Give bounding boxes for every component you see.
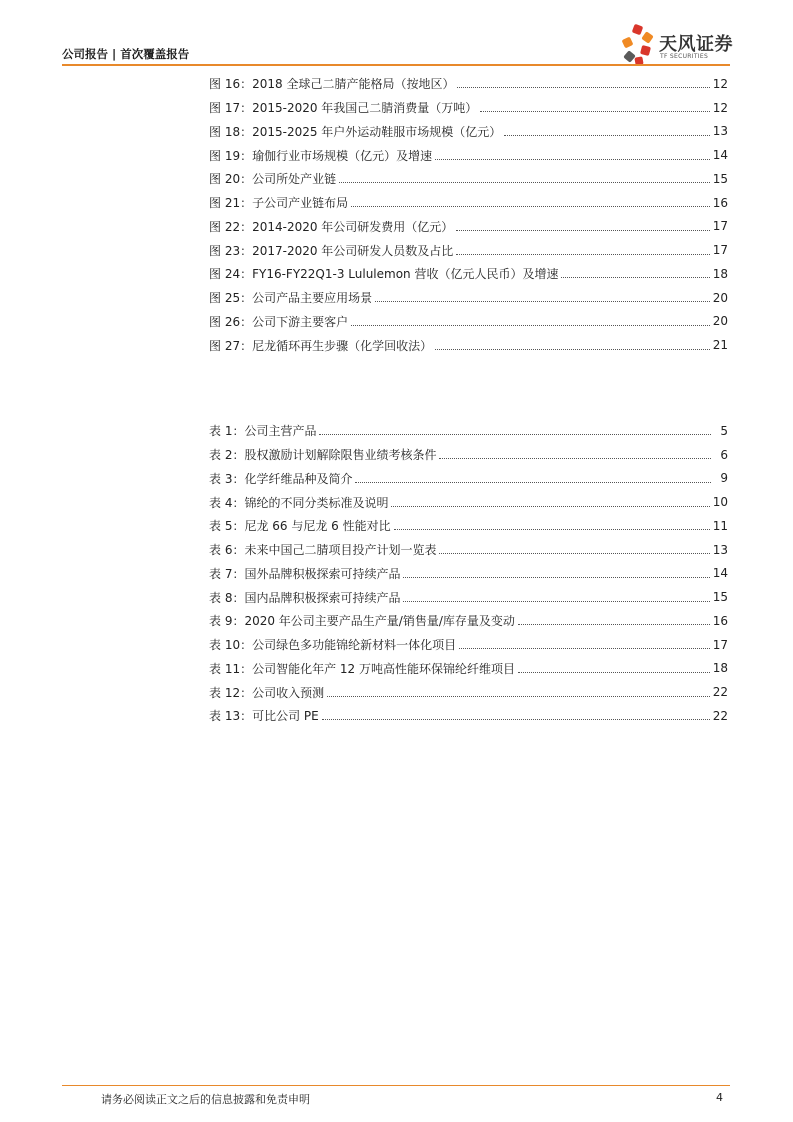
figure-list (209, 72, 728, 357)
toc-entry-figure[interactable] (209, 143, 728, 167)
dot-leader (518, 624, 710, 625)
toc-entry-page: 13 (712, 542, 728, 557)
dot-leader (319, 434, 711, 435)
dot-leader (439, 458, 711, 459)
logo-chinese-name: 天风证券 (659, 34, 733, 55)
dot-leader (322, 719, 710, 720)
toc-entry-title: 表 3：化学纤维品种及简介 (209, 471, 353, 486)
toc-entry-page: 14 (712, 566, 728, 581)
dot-leader (339, 182, 710, 183)
toc-entry-title: 图 26：公司下游主要客户 (209, 314, 349, 329)
toc-entry-page: 18 (712, 661, 728, 676)
toc-entry-table[interactable] (209, 585, 728, 609)
toc-entry-page: 17 (712, 637, 728, 652)
logo-english-name: TF SECURITIES (660, 53, 709, 60)
toc-entry-title: 表 1：公司主营产品 (209, 424, 317, 439)
toc-entry-page: 11 (712, 518, 728, 533)
toc-entry-page: 6 (720, 447, 728, 462)
toc-entry-page: 17 (712, 243, 728, 258)
toc-entry-title: 表 4：锦纶的不同分类标准及说明 (209, 495, 389, 510)
dot-leader (459, 648, 710, 649)
toc-entry-figure[interactable] (209, 286, 728, 310)
toc-entry-table[interactable] (209, 704, 728, 728)
toc-entry-figure[interactable] (209, 72, 728, 96)
toc-entry-title: 表 6：未来中国己二腈项目投产计划一览表 (209, 543, 437, 558)
dot-leader (351, 206, 710, 207)
toc-entry-page: 10 (712, 495, 728, 510)
toc-entry-figure[interactable] (209, 262, 728, 286)
dot-leader (456, 230, 709, 231)
dot-leader (394, 529, 710, 530)
header-divider (62, 64, 730, 66)
toc-entry-figure[interactable] (209, 310, 728, 334)
dot-leader (351, 325, 710, 326)
toc-entry-table[interactable] (209, 680, 728, 704)
toc-entry-page: 12 (712, 100, 728, 115)
toc-entry-table[interactable] (209, 609, 728, 633)
dot-leader (439, 553, 709, 554)
dot-leader (456, 254, 709, 255)
toc-entry-table[interactable] (209, 538, 728, 562)
toc-entry-page: 12 (712, 76, 728, 91)
toc-entry-title: 表 10：公司绿色多功能锦纶新材料一体化项目 (209, 638, 457, 653)
toc-entry-title: 图 19：瑜伽行业市场规模（亿元）及增速 (209, 148, 433, 163)
dot-leader (327, 696, 710, 697)
toc-entry-page: 9 (720, 471, 728, 486)
dot-leader (518, 672, 710, 673)
toc-entry-page: 18 (712, 266, 728, 281)
page-number: 4 (716, 1091, 723, 1104)
toc-entry-title: 图 17：2015-2020 年我国己二腈消费量（万吨） (209, 101, 478, 116)
report-type-title: 公司报告 | 首次覆盖报告 (62, 47, 190, 61)
toc-entry-page: 20 (712, 314, 728, 329)
toc-entry-title: 表 2：股权激励计划解除限售业绩考核条件 (209, 448, 437, 463)
dot-leader (435, 159, 710, 160)
toc-entry-page: 16 (712, 613, 728, 628)
footer-divider (62, 1085, 730, 1086)
toc-entry-figure[interactable] (209, 333, 728, 357)
toc-entry-title: 表 7：国外品牌积极探索可持续产品 (209, 566, 401, 581)
toc-entry-table[interactable] (209, 657, 728, 681)
dot-leader (391, 506, 709, 507)
dot-leader (457, 87, 709, 88)
dot-leader (375, 301, 710, 302)
toc-entry-table[interactable] (209, 562, 728, 586)
toc-entry-title: 图 18：2015-2025 年户外运动鞋服市场规模（亿元） (209, 124, 502, 139)
table-list (209, 419, 728, 728)
toc-entry-title: 图 22：2014-2020 年公司研发费用（亿元） (209, 219, 454, 234)
toc-entry-figure[interactable] (209, 167, 728, 191)
toc-entry-page: 15 (712, 171, 728, 186)
toc-entry-page: 5 (720, 423, 728, 438)
toc-entry-title: 图 21：子公司产业链布局 (209, 196, 349, 211)
dot-leader (355, 482, 711, 483)
toc-entry-page: 20 (712, 290, 728, 305)
toc-entry-figure[interactable] (209, 191, 728, 215)
toc-entry-table[interactable] (209, 419, 728, 443)
toc-entry-page: 17 (712, 219, 728, 234)
toc-entry-table[interactable] (209, 490, 728, 514)
toc-entry-page: 22 (712, 685, 728, 700)
toc-entry-title: 图 25：公司产品主要应用场景 (209, 291, 373, 306)
footer-disclaimer: 请务必阅读正文之后的信息披露和免责申明 (101, 1093, 310, 1106)
toc-entry-title: 图 16：2018 全球己二腈产能格局（按地区） (209, 77, 455, 92)
toc-entry-table[interactable] (209, 467, 728, 491)
dot-leader (561, 277, 709, 278)
toc-entry-page: 22 (712, 708, 728, 723)
toc-entry-page: 16 (712, 195, 728, 210)
toc-entry-figure[interactable] (209, 120, 728, 144)
toc-entry-figure[interactable] (209, 215, 728, 239)
toc-entry-table[interactable] (209, 514, 728, 538)
toc-entry-figure[interactable] (209, 96, 728, 120)
toc-entry-page: 15 (712, 590, 728, 605)
dot-leader (504, 135, 709, 136)
toc-entry-page: 21 (712, 338, 728, 353)
toc-entry-page: 13 (712, 124, 728, 139)
toc-entry-page: 14 (712, 148, 728, 163)
toc-entry-title: 图 23：2017-2020 年公司研发人员数及占比 (209, 243, 454, 258)
toc-entry-title: 表 12：公司收入预测 (209, 685, 325, 700)
dot-leader (435, 349, 710, 350)
dot-leader (403, 577, 709, 578)
toc-entry-table[interactable] (209, 443, 728, 467)
toc-entry-title: 图 27：尼龙循环再生步骤（化学回收法） (209, 338, 433, 353)
toc-entry-title: 图 24：FY16-FY22Q1-3 Lululemon 营收（亿元人民币）及增速 (209, 267, 559, 282)
toc-entry-title: 表 8：国内品牌积极探索可持续产品 (209, 590, 401, 605)
toc-entry-title: 表 13：可比公司 PE (209, 709, 319, 724)
flower-logo-icon (622, 24, 656, 68)
toc-entry-title: 表 5：尼龙 66 与尼龙 6 性能对比 (209, 519, 391, 534)
toc-entry-title: 表 11：公司智能化年产 12 万吨高性能环保锦纶纤维项目 (209, 661, 515, 676)
toc-entry-title: 表 9：2020 年公司主要产品生产量/销售量/库存量及变动 (209, 614, 515, 629)
toc-entry-title: 图 20：公司所处产业链 (209, 172, 337, 187)
toc-entry-table[interactable] (209, 633, 728, 657)
dot-leader (480, 111, 709, 112)
dot-leader (403, 601, 709, 602)
toc-entry-figure[interactable] (209, 238, 728, 262)
